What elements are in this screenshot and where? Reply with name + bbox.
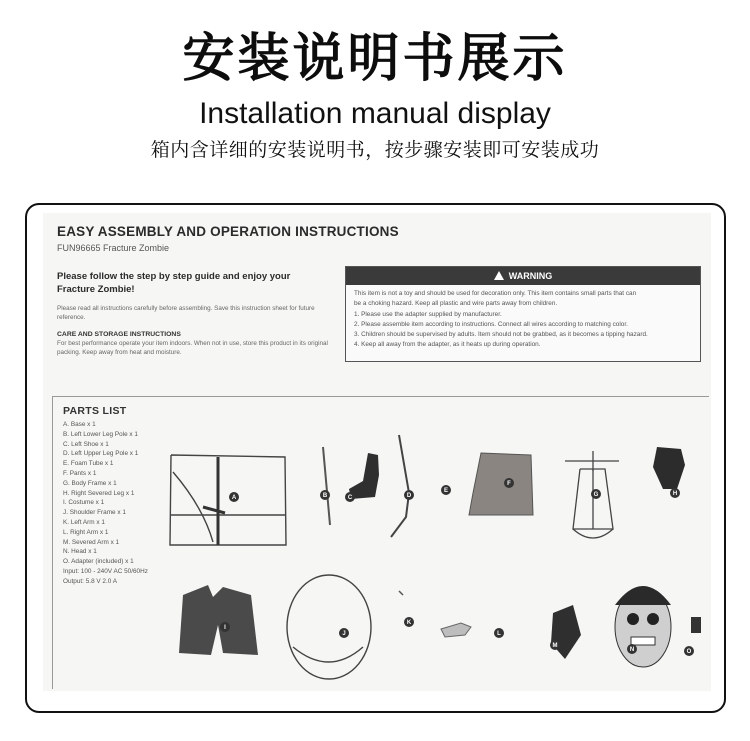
label-o [684, 646, 694, 656]
warning-line: be a choking hazard. Keep all plastic and wire parts away from children. [354, 300, 558, 308]
label-a [229, 492, 239, 502]
part-item: Input: 100 - 240V AC 50/60Hz [63, 567, 148, 575]
manual-photo-frame [25, 203, 726, 713]
part-j-frame-illustration [287, 575, 371, 679]
part-item: N. Head x 1 [63, 548, 97, 556]
label-j [339, 628, 349, 638]
warning-line: 2. Please assemble item according to instructions. Connect all wires according to matching color. [354, 320, 628, 328]
page-title: 安装说明书展示 [182, 29, 568, 89]
label-k [404, 617, 414, 627]
part-k-arm-illustration [399, 591, 403, 595]
guide-line-2: Fracture Zombie! [57, 284, 135, 295]
svg-text:G: G [593, 492, 599, 498]
label-b [320, 490, 330, 500]
manual-heading: EASY ASSEMBLY AND OPERATION INSTRUCTIONS [57, 224, 399, 239]
label-i [220, 622, 230, 632]
warning-line: 3. Children should be supervised by adults. Item should not be grabbed, as it becomes a tipping hazard. [354, 331, 648, 339]
svg-text:M: M [552, 643, 558, 649]
part-o-adapter-illustration [691, 617, 701, 633]
warning-box [345, 266, 701, 362]
care-text: For best performance operate your item indoors. When not in use, store this product in its original packing. Keep away from heat and moisture. [57, 340, 328, 356]
instruction-sheet [43, 213, 711, 691]
part-item: G. Body Frame x 1 [63, 479, 117, 487]
part-item: J. Shoulder Frame x 1 [63, 509, 126, 517]
label-d [404, 490, 414, 500]
guide-text [57, 270, 317, 296]
part-item: F. Pants x 1 [63, 469, 97, 477]
guide-line-1: Please follow the step by step guide and enjoy your [57, 271, 291, 282]
label-c [345, 492, 355, 502]
label-g [591, 489, 601, 499]
part-f-pants-illustration [469, 453, 533, 515]
part-h-leg-illustration [653, 447, 685, 489]
part-b-pole-illustration [323, 447, 330, 525]
label-e [441, 485, 451, 495]
svg-text:J: J [342, 631, 346, 637]
part-item: M. Severed Arm x 1 [63, 538, 120, 546]
parts-illustrations [53, 397, 709, 689]
part-i-costume-illustration [179, 585, 258, 655]
part-a-base-illustration [170, 455, 286, 545]
svg-text:O: O [686, 649, 692, 655]
part-item: H. Right Severed Leg x 1 [63, 489, 135, 497]
svg-text:I: I [224, 625, 226, 631]
warning-title: WARNING [508, 271, 553, 281]
part-item: A. Base x 1 [63, 421, 96, 428]
svg-text:K: K [406, 620, 412, 626]
svg-text:D: D [406, 493, 412, 499]
label-l [494, 628, 504, 638]
parts-heading: PARTS LIST [63, 405, 127, 417]
part-m-arm-illustration [551, 605, 581, 659]
svg-text:N: N [629, 647, 635, 653]
part-item: I. Costume x 1 [63, 499, 105, 507]
part-item: L. Right Arm x 1 [63, 528, 109, 536]
svg-text:C: C [347, 495, 353, 501]
page-subtitle: 箱内含详细的安装说明书，按步骤安装即可安装成功 [150, 139, 600, 161]
parts-section [52, 396, 709, 689]
svg-text:A: A [231, 495, 237, 501]
svg-text:L: L [497, 631, 501, 637]
part-item: B. Left Lower Leg Pole x 1 [63, 430, 138, 438]
label-f [504, 478, 514, 488]
svg-text:F: F [507, 481, 511, 487]
label-m [550, 640, 560, 650]
svg-text:H: H [672, 491, 678, 497]
part-item: Output: 5.8 V 2.0 A [63, 577, 118, 585]
page-title-english: Installation manual display [199, 97, 551, 130]
intro-text: Please read all instructions carefully before assembling. Save this instruction sheet for future reference. [57, 305, 315, 321]
part-item: D. Left Upper Leg Pole x 1 [63, 450, 139, 458]
part-l-hand-illustration [441, 623, 471, 637]
product-code: FUN96665 Fracture Zombie [57, 243, 170, 253]
care-heading: CARE AND STORAGE INSTRUCTIONS [57, 331, 181, 338]
svg-text:E: E [443, 488, 449, 494]
svg-text:B: B [322, 493, 328, 499]
warning-line: 4. Keep all away from the adapter, as it heats up during operation. [354, 341, 541, 349]
part-n-head-illustration [615, 586, 671, 667]
warning-line: This item is not a toy and should be used for decoration only. This item contains small parts that can [354, 290, 637, 297]
warning-lines [346, 285, 700, 351]
warning-icon [494, 271, 504, 280]
part-item: E. Foam Tube x 1 [63, 460, 114, 468]
part-item: O. Adapter (included) x 1 [63, 558, 134, 566]
part-d-pole-illustration [391, 435, 409, 537]
label-h [670, 488, 680, 498]
part-c-shoe-illustration [349, 453, 379, 499]
part-item: K. Left Arm x 1 [63, 518, 105, 526]
warning-line: 1. Please use the adapter supplied by manufacturer. [354, 310, 502, 318]
label-n [627, 644, 637, 654]
warning-header [346, 267, 700, 285]
part-item: C. Left Shoe x 1 [63, 440, 109, 448]
